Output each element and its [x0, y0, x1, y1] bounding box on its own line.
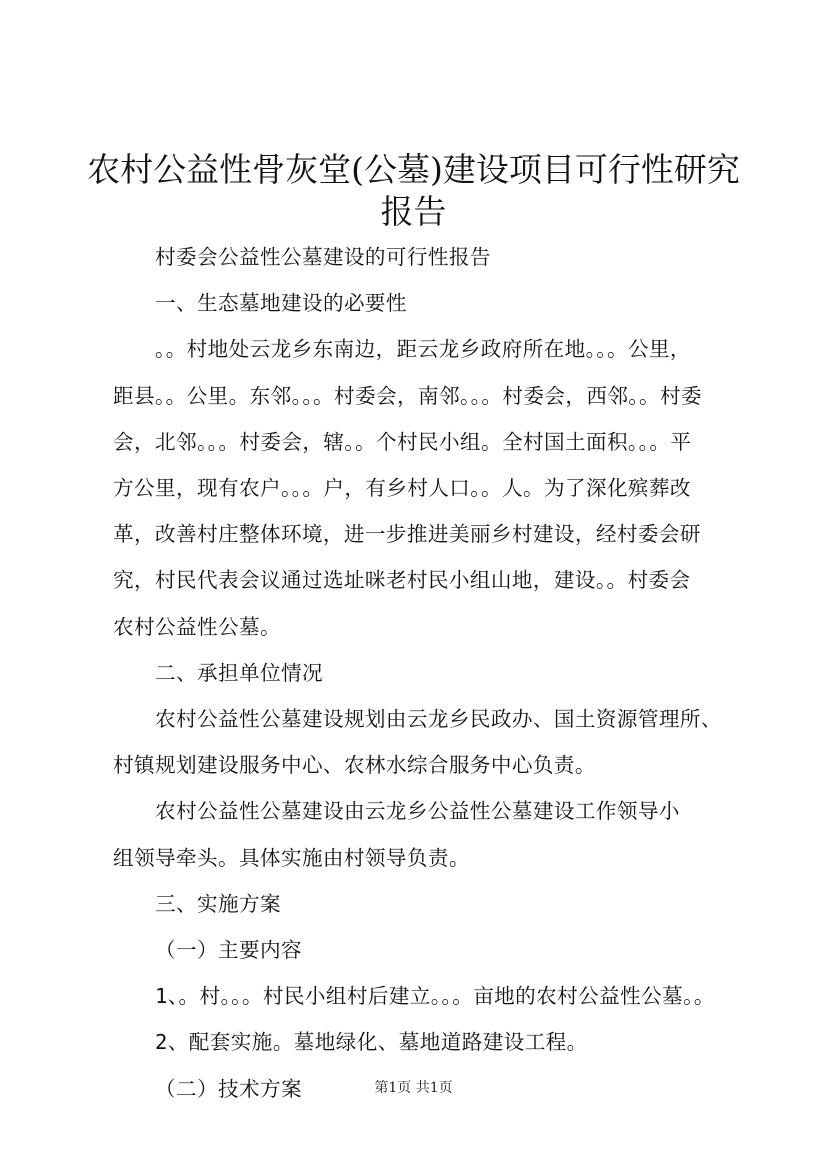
list-item: 1、。村。。。村民小组村后建立。。。亩地的农村公益性公墓。。: [155, 984, 715, 1009]
paragraph-line: 农村公益性公墓。: [113, 614, 281, 639]
paragraph-line: 会，北邻。。。村委会，辖。。个村民小组。全村国土面积。。。平: [113, 429, 692, 454]
subsection-heading-1: （一）主要内容: [155, 938, 302, 963]
paragraph-line: 方公里，现有农户。。。户，有乡村人口。。人。为了深化殡葬改: [113, 476, 691, 501]
paragraph-line: 究，村民代表会议通过选址咪老村民小组山地，建设。。村委会: [113, 568, 691, 593]
document-title-line-2: 报告: [380, 192, 447, 231]
section-heading-1: 一、生态墓地建设的必要性: [155, 291, 407, 316]
paragraph-line: 农村公益性公墓建设规划由云龙乡民政办、国土资源管理所、: [155, 707, 722, 732]
subsection-heading-2: （二）技术方案: [155, 1076, 302, 1101]
section-heading-3: 三、实施方案: [155, 891, 281, 916]
paragraph-line: 农村公益性公墓建设由云龙乡公益性公墓建设工作领导小: [155, 799, 680, 824]
subtitle-line: 村委会公益性公墓建设的可行性报告: [155, 245, 491, 269]
paragraph-line: 革，改善村庄整体环境，进一步推进美丽乡村建设，经村委会研: [113, 522, 701, 547]
paragraph-line: 组领导牵头。具体实施由村领导负责。: [113, 845, 470, 870]
document-title-line-1: 农村公益性骨灰堂(公墓)建设项目可行性研究: [87, 150, 740, 189]
list-item: 2、配套实施。墓地绿化、墓地道路建设工程。: [155, 1030, 588, 1055]
document-body: [113, 234, 753, 1112]
paragraph-line: 。。村地处云龙乡东南边，距云龙乡政府所在地。。。公里，: [155, 337, 691, 362]
page-footer: 第1页 共1页: [374, 1080, 453, 1096]
paragraph-line: 距县。。公里。东邻。。。村委会，南邻。。。村委会，西邻。。村委: [113, 383, 703, 408]
paragraph-line: 村镇规划建设服务中心、农林水综合服务中心负责。: [113, 753, 596, 778]
section-heading-2: 二、承担单位情况: [155, 660, 323, 685]
